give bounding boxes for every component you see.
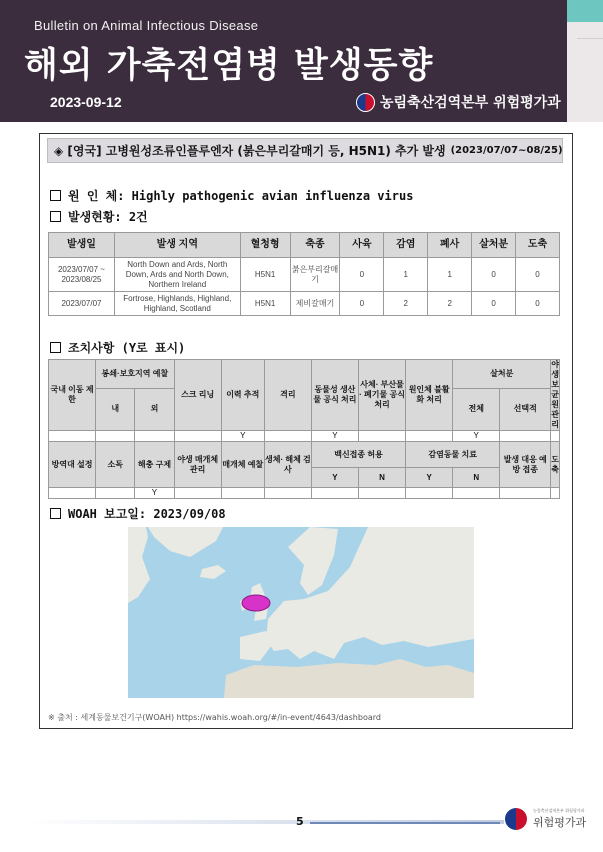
m-cell [359,431,406,442]
m-cell [174,431,221,442]
table-row [49,258,560,292]
source-note: ※ 출처 : 세계동물보건기구(WOAH) https://wahis.woah.org/#/in-event/4643/dashboard [48,713,381,722]
m-cull-all-value: Y [453,431,500,442]
m-cell [264,431,311,442]
checkbox-icon [50,211,61,222]
m-cell [135,431,174,442]
headline-bar [47,138,563,163]
m-cell [174,488,221,499]
m-cell [551,488,560,499]
table-cell: 0 [472,292,516,316]
publish-date: 2023-09-12 [50,94,122,110]
emblem-icon [505,808,527,830]
m-vector-value: Y [135,488,174,499]
emblem-icon [356,93,375,112]
m-cell [264,488,311,499]
cause-text: 원 인 체: Highly pathogenic avian influenza virus [68,189,414,203]
m-product: 동물성 생산물 공식 처리 [311,360,358,431]
m-outside: 외 [135,388,174,430]
m-cull-selective: 선택적 [500,388,551,430]
m-test: 생체· 해체 검사 [264,442,311,488]
table-cell: 1 [384,258,428,292]
status-text: 발생현황: 2건 [68,210,148,224]
checkbox-icon [50,190,61,201]
footer-divider-accent [310,822,500,824]
status-item [50,208,148,225]
m-cull: 살처분 [453,360,551,389]
table-cell: 0 [472,258,516,292]
m-vacc-n: N [359,468,406,488]
m-cell [311,488,358,499]
checkbox-icon [50,508,61,519]
m-cell [500,431,551,442]
m-treat-n: N [453,468,500,488]
m-zone: 봉쇄·보호지역 예찰 [96,360,175,389]
col-header: 혈청형 [240,233,290,258]
measures-title: 조치사항 (Y로 표시) [68,341,186,355]
checkbox-icon [50,342,61,353]
woah-item [50,505,226,522]
header-subtitle: Bulletin on Animal Infectious Disease [34,18,259,33]
headline-period: (2023/07/07~08/25) [450,145,563,156]
outbreak-table [48,232,560,316]
table-cell: 0 [516,292,560,316]
org-name: 농림축산검역본부 위험평가과 [380,95,561,111]
m-screening: 스크 리닝 [174,360,221,431]
col-header: 살처분 [472,233,516,258]
m-cell [96,488,135,499]
footer-org: 위험평가과 [533,816,587,829]
headline-text: ◈ [영국] 고병원성조류인플루엔자 (붉은부리갈매기 등, H5N1) 추가 발생 [54,144,446,158]
m-inside: 내 [96,388,135,430]
outbreak-map [128,527,474,698]
table-cell: 0 [340,292,384,316]
m-slaughter: 도축 [551,442,560,488]
m-carcass: 사체· 부산물· 폐기물 공식 처리 [359,360,406,431]
table-cell: 2 [428,292,472,316]
m-cell [96,431,135,442]
m-wildlife: 야생 매개체 관리 [174,442,221,488]
footer-logo [505,808,586,830]
m-trace-value: Y [221,431,264,442]
m-vacc: 백신접종 허용 [311,442,405,468]
woah-report: WOAH 보고일: 2023/09/08 [68,507,226,521]
m-product-value: Y [311,431,358,442]
table-cell: H5N1 [240,258,290,292]
measures-item [50,339,185,356]
m-cell [359,488,406,499]
table-row [49,292,560,316]
table-cell: 2 [384,292,428,316]
table-cell: 붉은부리갈매기 [290,258,340,292]
col-header: 사육 [340,233,384,258]
m-cell [453,488,500,499]
col-header: 발생일 [49,233,115,258]
m-cull-all: 전체 [453,388,500,430]
m-wild: 야생 보균원 관리 [551,360,559,429]
m-cell [551,431,560,442]
col-header: 감염 [384,233,428,258]
col-header: 폐사 [428,233,472,258]
col-header: 도축 [516,233,560,258]
m-cell [500,488,551,499]
table-cell: 제비갈매기 [290,292,340,316]
m-prevent: 발생 대응 예방 접종 [500,442,551,488]
outbreak-marker [242,595,270,611]
m-pathogen: 원인체 불활화 처리 [406,360,453,431]
cause-item [50,187,413,204]
m-zoning: 방역대 설정 [49,442,96,488]
page-number: 5 [296,815,304,828]
m-treat-y: Y [406,468,453,488]
m-vector: 해충 구제 [135,442,174,488]
page-title: 해외 가축전염병 발생동향 [24,46,434,86]
m-cell [221,488,264,499]
m-cell [406,488,453,499]
footer-org-small: 농림축산검역본부 위험평가과 [533,808,585,813]
outbreak-table-header [49,233,560,258]
table-cell: H5N1 [240,292,290,316]
col-header: 발생 지역 [114,233,240,258]
measures-table [48,359,560,499]
m-quarantine: 격리 [264,360,311,431]
m-treat: 감염동물 치료 [406,442,500,468]
m-trace: 이력 추적 [221,360,264,431]
m-vacc-y: Y [311,468,358,488]
table-cell: 1 [428,258,472,292]
header-accent [567,0,603,122]
table-cell: Fortrose, Highlands, Highland, Highland, Scotland [114,292,240,316]
table-cell: North Down and Ards, North Down, Ards and North Down, Northern Ireland [114,258,240,292]
m-cell [49,431,96,442]
table-cell: 2023/07/07 ~ 2023/08/25 [49,258,115,292]
col-header: 축종 [290,233,340,258]
m-cell [49,488,96,499]
org-label [356,92,561,112]
m-cell [406,431,453,442]
m-domestic: 국내 이동 제한 [49,360,96,431]
m-disinfect: 소독 [96,442,135,488]
table-cell: 2023/07/07 [49,292,115,316]
table-cell: 0 [340,258,384,292]
m-vector-sv: 매개체 예찰 [221,442,264,488]
table-cell: 0 [516,258,560,292]
